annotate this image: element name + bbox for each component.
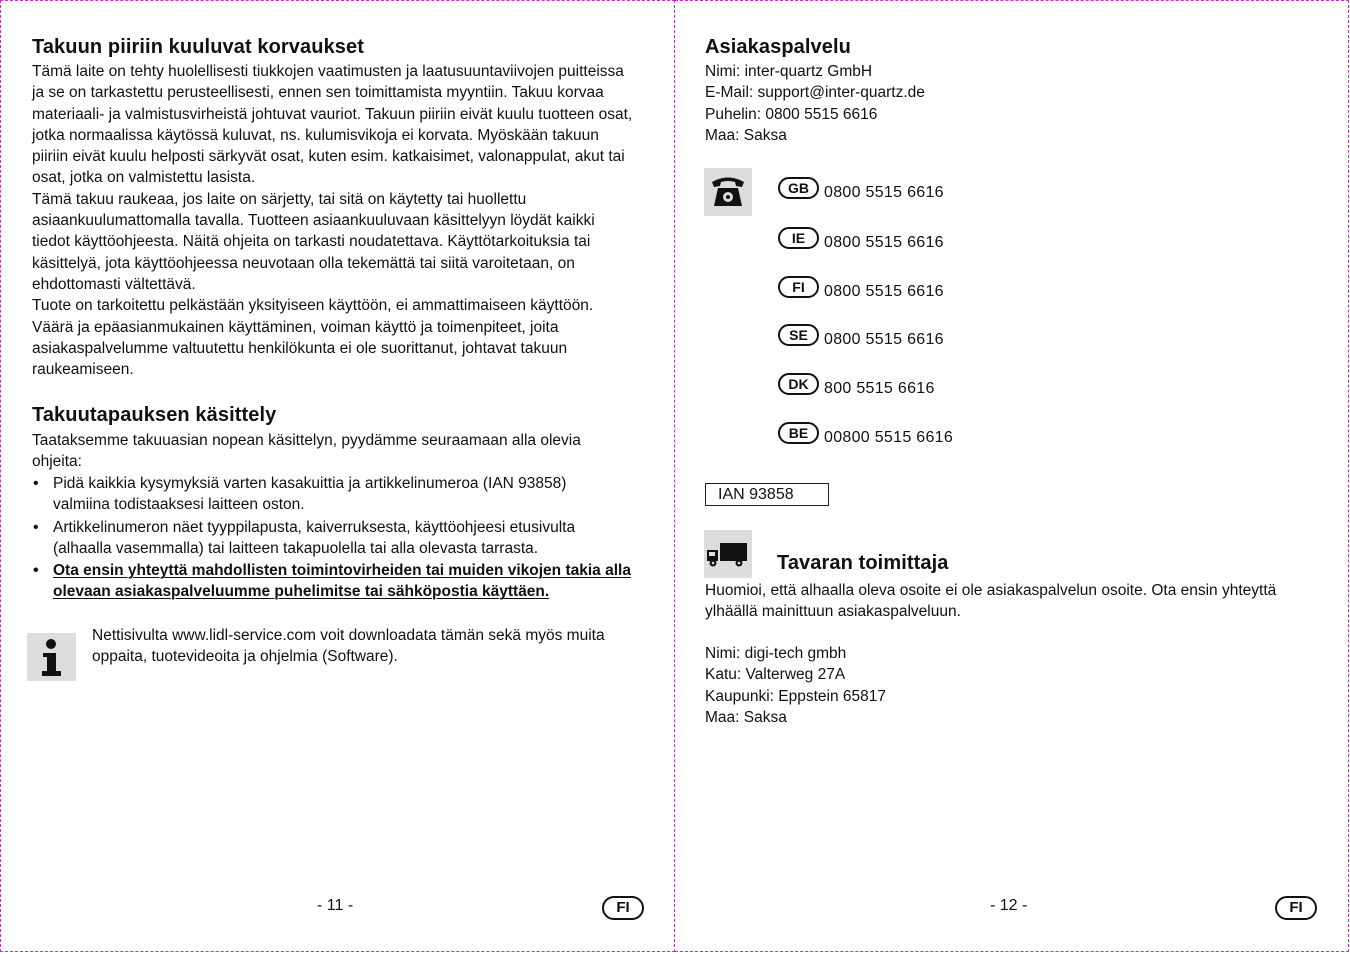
- ian-label: IAN 93858: [705, 483, 829, 506]
- customer-service-details: [705, 61, 1305, 146]
- text-line: Nimi: digi-tech gmbh: [705, 645, 847, 662]
- text-line: • Pidä kaikkia kysymyksiä varten kasakuittia ja artikkelinumeroa (IAN 93858): [53, 475, 567, 492]
- country-badge: DK: [778, 373, 819, 395]
- phone-number: 0800 5515 6616: [824, 184, 944, 201]
- text-line: osat, jotka on valmistettu lasista.: [32, 169, 256, 187]
- text-line: olevaan asiakaspalveluumme puhelimitse tai sähköpostia käyttäen.: [53, 583, 550, 601]
- supplier-address: [705, 643, 1305, 728]
- text-line: Huomioi, että alhaalla oleva osoite ei ole asiakaspalvelun osoite. Ota ensin yhteyttä: [705, 582, 1277, 599]
- list-item: [32, 517, 652, 560]
- text-line: Katu: Valterweg 27A: [705, 666, 846, 684]
- phone-number: 800 5515 6616: [824, 380, 935, 397]
- claim-steps-list: [32, 473, 652, 604]
- text-line: • Artikkelinumeron näet tyyppilapusta, kaiverruksesta, käyttöohjeesi etusivulta: [53, 518, 576, 536]
- text-line: oppaita, tuotevideoita ja ohjelmia (Software).: [92, 648, 398, 666]
- country-badge: FI: [778, 276, 819, 298]
- phone-number: 0800 5515 6616: [824, 331, 944, 348]
- text-line: ylhäällä mainittuun asiakaspalveluun.: [705, 603, 961, 621]
- text-line: Puhelin: 0800 5515 6616: [705, 105, 878, 123]
- text-line: Tämä takuu raukeaa, jos laite on särjetty, tai sitä on käytetty tai huollettu: [32, 190, 527, 208]
- text-line: Tämä laite on tehty huolellisesti tiukkojen vaatimusten ja laatusuuntaviivojen puitteissa: [32, 63, 624, 80]
- text-line: asiaankuulumattomalla tavalla. Tuotteen asiaankuuluvaan käsittelyyn löydät kaikki: [32, 212, 595, 230]
- country-badge: SE: [778, 324, 819, 346]
- phone-number: 0800 5515 6616: [824, 283, 944, 300]
- country-badge: BE: [778, 422, 819, 444]
- text-line: • Ota ensin yhteyttä mahdollisten toimintovirheiden tai muiden vikojen takia alla: [53, 562, 631, 580]
- text-line: Maa: Saksa: [705, 708, 787, 726]
- section-title-warranty-coverage: Takuun piiriin kuuluvat korvaukset: [32, 36, 364, 58]
- text-line: ohjeita:: [32, 453, 82, 471]
- section-title-supplier: Tavaran toimittaja: [777, 552, 949, 574]
- phone-number: 00800 5515 6616: [824, 429, 954, 446]
- info-text: [92, 625, 652, 668]
- text-line: tiedot käyttöohjeesta. Näitä ohjeita on tarkasti noudatettava. Käyttötarkoituksia tai: [32, 233, 591, 251]
- text-line: ehdottomasti vältettävä.: [32, 275, 196, 293]
- page-number: - 12 -: [990, 897, 1028, 914]
- page-number: - 11 -: [317, 897, 354, 914]
- text-line: piiriin eivät kuulu helposti särkyvät osat, kuten esim. katkaisimet, valonappulat, akut tai: [32, 148, 625, 166]
- text-line: Taataksemme takuuasian nopean käsittelyn, pyydämme seuraamaan alla olevia: [32, 432, 581, 449]
- text-line: ja se on tarkastettu perusteellisesti, ennen sen toimittamista myyntiin. Takuu korvaa: [32, 84, 604, 102]
- phone-row: [778, 231, 944, 255]
- text-line: (alhaalla vasemmalla) tai laitteen takapuolella tai alla olevasta tarrasta.: [53, 539, 539, 557]
- truck-icon: [704, 530, 752, 578]
- phone-row: [778, 280, 944, 304]
- text-line: käsittelyä, jota käyttöohjeessa neuvotaan olla tekemättä tai siitä varoitetaan, on: [32, 254, 575, 272]
- right-page: [675, 0, 1349, 952]
- text-line: asiakaspalvelumme valtuutettu henkilökunta ei ole suorittanut, johtavat takuun: [32, 339, 568, 357]
- text-line: E-Mail: support@inter-quartz.de: [705, 84, 925, 102]
- text-line: jotka normaalissa käytössä kuluvat, ns. kulumisvikoja ei korvata. Myöskään takuun: [32, 126, 599, 144]
- country-badge: GB: [778, 177, 819, 199]
- text-line: Nettisivulta www.lidl-service.com voit downloadata tämän sekä myös muita: [92, 627, 605, 644]
- warranty-coverage-text: [32, 61, 652, 380]
- phone-number: 0800 5515 6616: [824, 234, 944, 251]
- phone-row: [778, 328, 944, 352]
- info-icon: [27, 633, 76, 681]
- language-badge: FI: [602, 896, 644, 920]
- supplier-notice: [705, 580, 1325, 623]
- text-line: materiaali- ja valmistusvirheistä johtuvat vauriot. Takuun piiriin eivät kuulu tuotteen osat,: [32, 105, 633, 123]
- text-line: Tuote on tarkoitettu pelkästään yksityiseen käyttöön, ei ammattimaiseen käyttöön.: [32, 297, 594, 315]
- phone-row: [778, 426, 953, 450]
- phone-row: [778, 377, 935, 401]
- list-item: [32, 473, 652, 516]
- left-page: [0, 0, 675, 952]
- section-title-claim-handling: Takuutapauksen käsittely: [32, 404, 277, 426]
- text-line: Kaupunki: Eppstein 65817: [705, 687, 886, 705]
- text-line: raukeamiseen.: [32, 361, 134, 379]
- language-badge: FI: [1275, 896, 1317, 920]
- text-line: Nimi: inter-quartz GmbH: [705, 63, 873, 80]
- text-line: Väärä ja epäasianmukainen käyttäminen, voiman käyttö ja toimenpiteet, joita: [32, 318, 559, 336]
- phone-row: [778, 181, 944, 205]
- text-line: Maa: Saksa: [705, 126, 787, 144]
- list-item: [32, 560, 652, 603]
- country-badge: IE: [778, 227, 819, 249]
- claim-handling-intro: [32, 430, 652, 473]
- telephone-icon: [704, 168, 752, 216]
- text-line: valmiina todistaaksesi laitteen oston.: [53, 496, 305, 514]
- section-title-customer-service: Asiakaspalvelu: [705, 36, 851, 58]
